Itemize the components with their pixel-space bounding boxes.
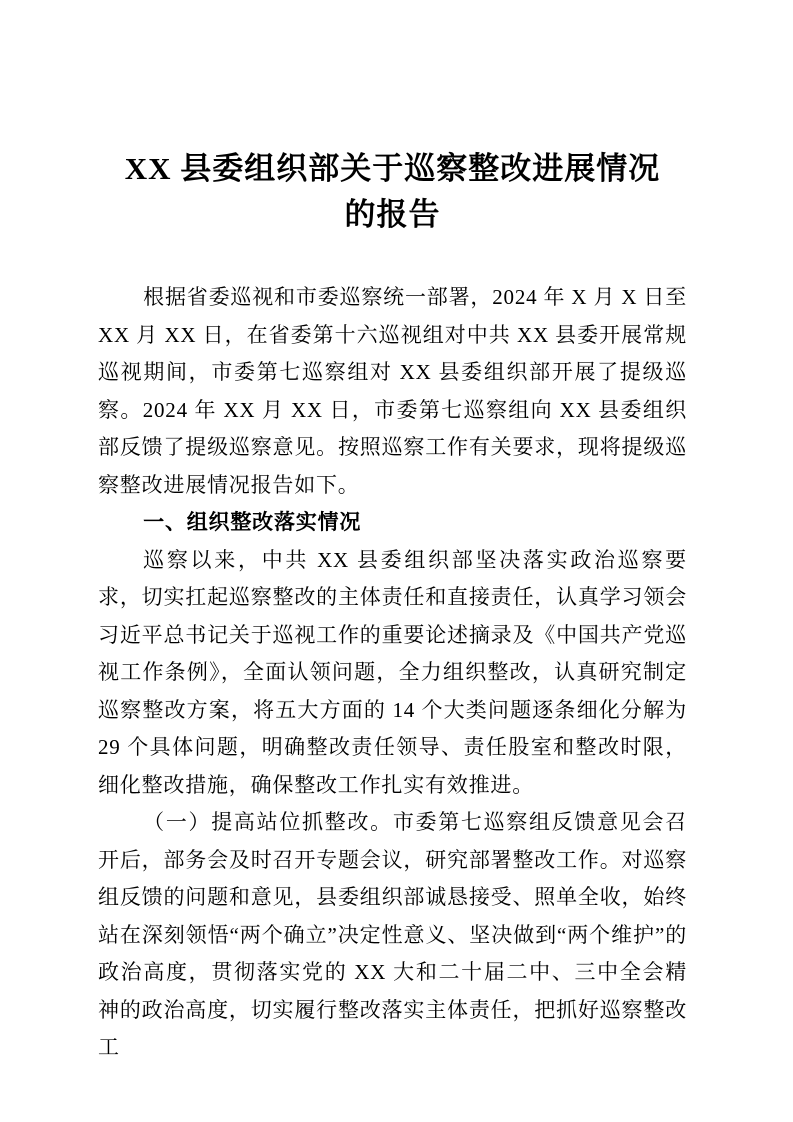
document-content <box>98 146 687 1067</box>
section-heading-1: 一、组织整改落实情况 <box>143 511 362 534</box>
document-title-line-2: 的报告 <box>344 197 441 232</box>
document-title <box>98 146 687 238</box>
paragraph-section1-item1: （一）提高站位抓整改。市委第七巡察组反馈意见会召开后，部务会及时召开专题会议，研究部署整改工作。对巡察组反馈的问题和意见，县委组织部诚恳接受、照单全收，始终站在深刻领悟“两个确立”决定性意义、坚决做到“两个维护”的政治高度，贯彻落实党的 XX 大和二十届二中、三中全会精神的政治高度，切实履行整改落实主体责任，把抓好巡察整改工 <box>98 810 687 1059</box>
paragraph-section1-overview: 巡察以来，中共 XX 县委组织部坚决落实政治巡察要求，切实扛起巡察整改的主体责任和直接责任，认真学习领会习近平总书记关于巡视工作的重要论述摘录及《中国共产党巡视工作条例》，全面认领问题，全力组织整改，认真研究制定巡察整改方案，将五大方面的 14 个大类问题逐条细化分解为 29 个具体问题，明确整改责任领导、责任股室和整改时限，细化整改措施，确保整改工作扎实有效推进。 <box>98 547 687 797</box>
document-title-line-1: XX 县委组织部关于巡察整改进展情况 <box>124 151 661 186</box>
paragraph-intro: 根据省委巡视和市委巡察统一部署，2024 年 X 月 X 日至 XX 月 XX 日，在省委第十六巡视组对中共 XX 县委开展常规巡视期间，市委第七巡察组对 XX 县委组织部开展了提级巡察。2024 年 XX 月 XX 日，市委第七巡察组向 XX 县委组织部反馈了提级巡察意见。按照巡察工作有关要求，现将提级巡察整改进展情况报告如下。 <box>98 285 687 497</box>
